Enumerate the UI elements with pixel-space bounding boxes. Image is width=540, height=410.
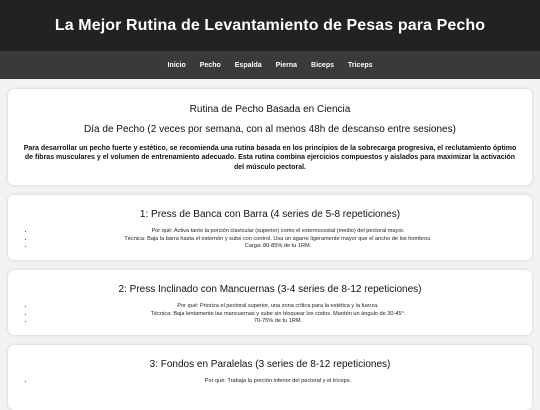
exercise-details [18,228,522,251]
list-item: • Carga: 80-85% de tu 1RM. [34,243,522,251]
exercise-card-3 [8,345,532,410]
exercise-title: 1: Press de Banca con Barra (4 series de 5-8 repeticiones) [139,209,401,220]
site-header [0,0,540,51]
exercise-title: 3: Fondos en Paralelas (3 series de 8-12 repeticiones) [149,359,391,370]
nav-link-espalda[interactable]: Espalda [234,61,262,69]
nav-link-triceps[interactable]: Triceps [348,61,373,69]
exercise-card-1 [8,195,532,260]
exercise-title: 2: Press Inclinado con Mancuernas (3-4 series de 8-12 repeticiones) [118,284,422,295]
intro-subtitle: Día de Pecho (2 veces por semana, con al menos 48h de descanso entre sesiones) [84,124,456,135]
page-title: La Mejor Rutina de Levantamiento de Pesas para Pecho [54,16,486,34]
intro-title: Rutina de Pecho Basada en Ciencia [189,104,351,115]
list-item: • Técnica: Baja lentamente las mancuernas y sube sin bloquear los codos. Mantén un ángulo de 30-45°. [34,311,522,319]
nav-link-inicio[interactable]: Inicio [167,61,186,69]
nav-link-pierna[interactable]: Pierna [275,61,298,69]
exercise-card-2 [8,270,532,335]
nav-link-pecho[interactable]: Pecho [199,61,221,69]
intro-card [8,89,532,185]
intro-text: Para desarrollar un pecho fuerte y estético, se recomienda una rutina basada en los principios de la sobrecarga progresiva, el reclutamiento óptimo de fibras musculares y el volumen de entrenamiento adecuado. Esta rutina combina ejercicios compuestos y aislados para maximizar la activación del músculo pectoral. [23,145,517,171]
nav-link-biceps[interactable]: Biceps [311,61,334,69]
main-content [0,79,540,410]
list-item: • Por qué: Trabaja la porción inferior del pectoral y el tríceps. [34,378,522,386]
list-item: • Por qué: Prioriza el pectoral superior, una zona crítica para la estética y la fuerza. [34,303,522,311]
exercise-details [18,303,522,326]
exercise-details [18,378,522,386]
list-item: • 70-75% de tu 1RM. [34,318,522,326]
list-item: • Por qué: Activa tanto la porción clavicular (superior) como el esternocostal (medio) del pectoral mayor. [34,228,522,236]
main-nav [0,51,540,79]
list-item: • Técnica: Baja la barra hasta el esternón y sube con control. Usa un agarre ligeramente mayor que el ancho de los hombros. [34,236,522,244]
